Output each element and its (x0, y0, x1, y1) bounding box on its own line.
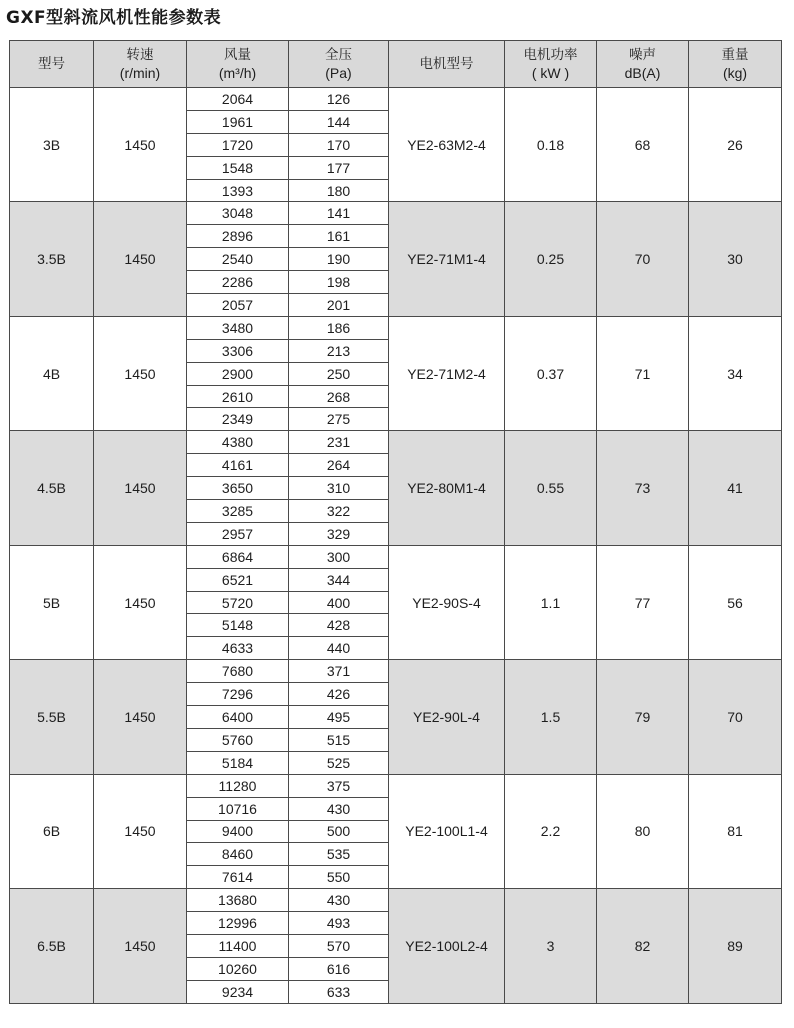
table-row (10, 774, 782, 797)
airflow-cell: 3650 (187, 477, 289, 500)
page-title: GXF型斜流风机性能参数表 (6, 8, 222, 28)
pressure-cell: 430 (289, 889, 389, 912)
motor-model-cell: YE2-63M2-4 (389, 88, 505, 202)
airflow-cell: 5720 (187, 591, 289, 614)
speed-cell: 1450 (94, 774, 187, 888)
airflow-cell: 1961 (187, 110, 289, 133)
pressure-cell: 141 (289, 202, 389, 225)
airflow-cell: 3480 (187, 316, 289, 339)
header-model: 型号 (10, 41, 94, 88)
header-speed: 转速 (r/min) (94, 41, 187, 88)
airflow-cell: 11280 (187, 774, 289, 797)
table-row (10, 431, 782, 454)
motor-power-cell: 0.18 (505, 88, 597, 202)
airflow-cell: 2957 (187, 522, 289, 545)
model-cell: 5.5B (10, 660, 94, 774)
motor-power-cell: 0.25 (505, 202, 597, 316)
speed-cell: 1450 (94, 545, 187, 659)
pressure-cell: 231 (289, 431, 389, 454)
airflow-cell: 9234 (187, 980, 289, 1003)
airflow-cell: 6864 (187, 545, 289, 568)
pressure-cell: 201 (289, 294, 389, 317)
airflow-cell: 2896 (187, 225, 289, 248)
motor-power-cell: 0.37 (505, 316, 597, 430)
pressure-cell: 213 (289, 339, 389, 362)
pressure-cell: 177 (289, 156, 389, 179)
model-cell: 4B (10, 316, 94, 430)
airflow-cell: 10716 (187, 797, 289, 820)
pressure-cell: 144 (289, 110, 389, 133)
weight-cell: 56 (689, 545, 782, 659)
table-row (10, 316, 782, 339)
fan-spec-table (9, 40, 782, 1004)
weight-cell: 89 (689, 889, 782, 1003)
pressure-cell: 570 (289, 934, 389, 957)
motor-model-cell: YE2-71M1-4 (389, 202, 505, 316)
model-cell: 6.5B (10, 889, 94, 1003)
pressure-cell: 190 (289, 248, 389, 271)
airflow-cell: 2900 (187, 362, 289, 385)
pressure-cell: 500 (289, 820, 389, 843)
airflow-cell: 4380 (187, 431, 289, 454)
motor-power-cell: 3 (505, 889, 597, 1003)
noise-cell: 80 (597, 774, 689, 888)
speed-cell: 1450 (94, 202, 187, 316)
pressure-cell: 198 (289, 271, 389, 294)
airflow-cell: 2349 (187, 408, 289, 431)
airflow-cell: 1720 (187, 133, 289, 156)
weight-cell: 26 (689, 88, 782, 202)
pressure-cell: 550 (289, 866, 389, 889)
pressure-cell: 170 (289, 133, 389, 156)
airflow-cell: 3048 (187, 202, 289, 225)
noise-cell: 71 (597, 316, 689, 430)
airflow-cell: 6521 (187, 568, 289, 591)
pressure-cell: 495 (289, 706, 389, 729)
pressure-cell: 616 (289, 957, 389, 980)
noise-cell: 79 (597, 660, 689, 774)
table-row (10, 545, 782, 568)
airflow-cell: 3306 (187, 339, 289, 362)
header-motor-power: 电机功率 ( kW ) (505, 41, 597, 88)
airflow-cell: 9400 (187, 820, 289, 843)
airflow-cell: 5184 (187, 751, 289, 774)
airflow-cell: 2057 (187, 294, 289, 317)
noise-cell: 73 (597, 431, 689, 545)
speed-cell: 1450 (94, 889, 187, 1003)
motor-model-cell: YE2-90L-4 (389, 660, 505, 774)
airflow-cell: 3285 (187, 500, 289, 523)
airflow-cell: 1393 (187, 179, 289, 202)
pressure-cell: 268 (289, 385, 389, 408)
pressure-cell: 426 (289, 683, 389, 706)
table-row (10, 660, 782, 683)
weight-cell: 34 (689, 316, 782, 430)
table-row (10, 202, 782, 225)
motor-power-cell: 1.5 (505, 660, 597, 774)
airflow-cell: 7680 (187, 660, 289, 683)
airflow-cell: 2610 (187, 385, 289, 408)
airflow-cell: 1548 (187, 156, 289, 179)
pressure-cell: 493 (289, 912, 389, 935)
airflow-cell: 12996 (187, 912, 289, 935)
table-row (10, 889, 782, 912)
airflow-cell: 7296 (187, 683, 289, 706)
pressure-cell: 180 (289, 179, 389, 202)
motor-power-cell: 1.1 (505, 545, 597, 659)
pressure-cell: 126 (289, 88, 389, 111)
airflow-cell: 11400 (187, 934, 289, 957)
pressure-cell: 375 (289, 774, 389, 797)
weight-cell: 41 (689, 431, 782, 545)
pressure-cell: 535 (289, 843, 389, 866)
model-cell: 5B (10, 545, 94, 659)
header-weight: 重量 (kg) (689, 41, 782, 88)
noise-cell: 82 (597, 889, 689, 1003)
airflow-cell: 5760 (187, 728, 289, 751)
table-body (10, 88, 782, 1004)
pressure-cell: 430 (289, 797, 389, 820)
pressure-cell: 428 (289, 614, 389, 637)
header-pressure: 全压 (Pa) (289, 41, 389, 88)
noise-cell: 68 (597, 88, 689, 202)
pressure-cell: 310 (289, 477, 389, 500)
motor-power-cell: 2.2 (505, 774, 597, 888)
pressure-cell: 186 (289, 316, 389, 339)
motor-model-cell: YE2-100L1-4 (389, 774, 505, 888)
airflow-cell: 4161 (187, 454, 289, 477)
model-cell: 3.5B (10, 202, 94, 316)
weight-cell: 81 (689, 774, 782, 888)
pressure-cell: 344 (289, 568, 389, 591)
pressure-cell: 322 (289, 500, 389, 523)
motor-model-cell: YE2-90S-4 (389, 545, 505, 659)
weight-cell: 70 (689, 660, 782, 774)
pressure-cell: 400 (289, 591, 389, 614)
airflow-cell: 8460 (187, 843, 289, 866)
pressure-cell: 440 (289, 637, 389, 660)
airflow-cell: 13680 (187, 889, 289, 912)
airflow-cell: 10260 (187, 957, 289, 980)
pressure-cell: 161 (289, 225, 389, 248)
pressure-cell: 525 (289, 751, 389, 774)
airflow-cell: 4633 (187, 637, 289, 660)
pressure-cell: 300 (289, 545, 389, 568)
airflow-cell: 2064 (187, 88, 289, 111)
pressure-cell: 329 (289, 522, 389, 545)
motor-model-cell: YE2-100L2-4 (389, 889, 505, 1003)
airflow-cell: 7614 (187, 866, 289, 889)
model-cell: 6B (10, 774, 94, 888)
motor-power-cell: 0.55 (505, 431, 597, 545)
header-noise: 噪声 dB(A) (597, 41, 689, 88)
header-airflow: 风量 (m³/h) (187, 41, 289, 88)
pressure-cell: 275 (289, 408, 389, 431)
airflow-cell: 2286 (187, 271, 289, 294)
motor-model-cell: YE2-80M1-4 (389, 431, 505, 545)
speed-cell: 1450 (94, 88, 187, 202)
noise-cell: 77 (597, 545, 689, 659)
airflow-cell: 2540 (187, 248, 289, 271)
pressure-cell: 371 (289, 660, 389, 683)
noise-cell: 70 (597, 202, 689, 316)
pressure-cell: 264 (289, 454, 389, 477)
speed-cell: 1450 (94, 316, 187, 430)
model-cell: 3B (10, 88, 94, 202)
airflow-cell: 6400 (187, 706, 289, 729)
speed-cell: 1450 (94, 660, 187, 774)
model-cell: 4.5B (10, 431, 94, 545)
table-row (10, 88, 782, 111)
airflow-cell: 5148 (187, 614, 289, 637)
speed-cell: 1450 (94, 431, 187, 545)
pressure-cell: 633 (289, 980, 389, 1003)
header-motor-model: 电机型号 (389, 41, 505, 88)
pressure-cell: 515 (289, 728, 389, 751)
pressure-cell: 250 (289, 362, 389, 385)
weight-cell: 30 (689, 202, 782, 316)
motor-model-cell: YE2-71M2-4 (389, 316, 505, 430)
header-row (10, 41, 782, 88)
